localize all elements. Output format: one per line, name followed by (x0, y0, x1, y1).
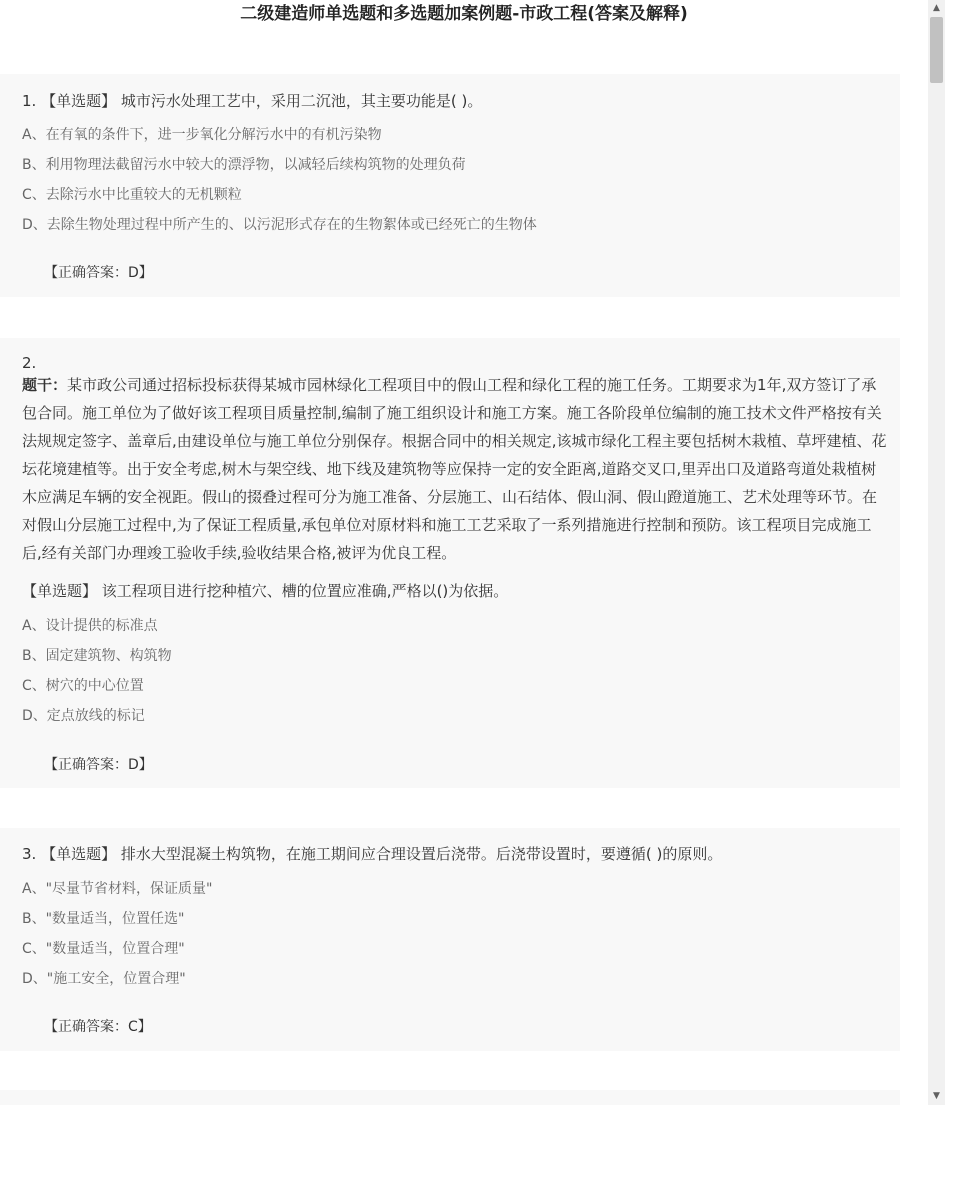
question-2-text: 该工程项目进行挖种植穴、槽的位置应准确,严格以()为依据。 (101, 582, 509, 600)
question-3-text: 排水大型混凝土构筑物，在施工期间应合理设置后浇带。后浇带设置时，要遵循( )的原则。 (120, 845, 723, 863)
question-2-option-d[interactable]: D、定点放线的标记 (22, 708, 145, 724)
question-1-option-a[interactable]: A、在有氧的条件下，进一步氧化分解污水中的有机污染物 (22, 127, 382, 143)
question-3-prompt (22, 843, 882, 865)
question-2-stem-text: 某市政公司通过招标投标获得某城市园林绿化工程项目中的假山工程和绿化工程的施工任务。工期要求为1年,双方签订了承包合同。施工单位为了做好该工程项目质量控制,编制了施工组织设计和施工方案。施工各阶段单位编制的施工技术文件严格按有关法规规定签字、盖章后,由建设单位与施工单位分别保存。根据合同中的相关规定,该城市绿化工程主要包括树木栽植、草坪建植、花坛花境建植等。出于安全考虑,树木与架空线、地下线及建筑物等应保持一定的安全距离,道路交叉口,里弄出口及道路弯道处栽植树木应满足车辆的安全视距。假山的掇叠过程可分为施工准备、分层施工、山石结体、假山洞、假山蹬道施工、艺术处理等环节。在对假山分层施工过程中,为了保证工程质量,承包单位对原材料和施工工艺采取了一系列措施进行控制和预防。该工程项目完成施工后,经有关部门办理竣工验收手续,验收结果合格,被评为优良工程。 (22, 376, 887, 562)
page-title: 二级建造师单选题和多选题加案例题-市政工程(答案及解释) (240, 4, 688, 24)
question-1-type-tag: 【单选题】 (41, 92, 117, 110)
scroll-down-icon[interactable]: ▼ (933, 1091, 940, 1101)
question-1-answer: 【正确答案：D】 (44, 265, 153, 281)
question-1-option-b[interactable]: B、利用物理法截留污水中较大的漂浮物，以减轻后续构筑物的处理负荷 (22, 157, 466, 173)
question-card-3 (0, 828, 900, 1051)
question-2-type-tag: 【单选题】 (22, 582, 98, 600)
question-2-prompt (22, 580, 882, 602)
question-2-option-b[interactable]: B、固定建筑物、构筑物 (22, 648, 172, 664)
question-2-stem (22, 371, 890, 567)
question-2-option-c[interactable]: C、树穴的中心位置 (22, 678, 144, 694)
question-2-number: 2. (22, 354, 37, 372)
question-1-prompt (22, 90, 882, 112)
question-card-1 (0, 74, 900, 297)
question-3-option-c[interactable]: C、"数量适当，位置合理" (22, 941, 185, 957)
question-1-text: 城市污水处理工艺中，采用二沉池，其主要功能是( )。 (120, 92, 483, 110)
scroll-thumb[interactable] (930, 17, 943, 83)
question-1-option-c[interactable]: C、去除污水中比重较大的无机颗粒 (22, 187, 242, 203)
question-3-option-b[interactable]: B、"数量适当，位置任选" (22, 911, 185, 927)
question-2-answer: 【正确答案：D】 (44, 757, 153, 773)
question-3-answer: 【正确答案：C】 (44, 1019, 152, 1035)
question-3-number: 3. (22, 845, 37, 863)
question-3-option-a[interactable]: A、"尽量节省材料，保证质量" (22, 881, 213, 897)
question-2-stem-label: 题干： (22, 376, 68, 394)
scroll-up-icon[interactable]: ▲ (933, 3, 940, 13)
question-card-4-partial (0, 1090, 900, 1105)
question-card-2 (0, 338, 900, 788)
question-2-option-a[interactable]: A、设计提供的标准点 (22, 618, 158, 634)
question-3-option-d[interactable]: D、"施工安全，位置合理" (22, 971, 186, 987)
question-1-number: 1. (22, 92, 37, 110)
vertical-scrollbar[interactable] (928, 0, 945, 1105)
question-3-type-tag: 【单选题】 (41, 845, 117, 863)
question-1-option-d[interactable]: D、去除生物处理过程中所产生的、以污泥形式存在的生物絮体或已经死亡的生物体 (22, 217, 537, 233)
